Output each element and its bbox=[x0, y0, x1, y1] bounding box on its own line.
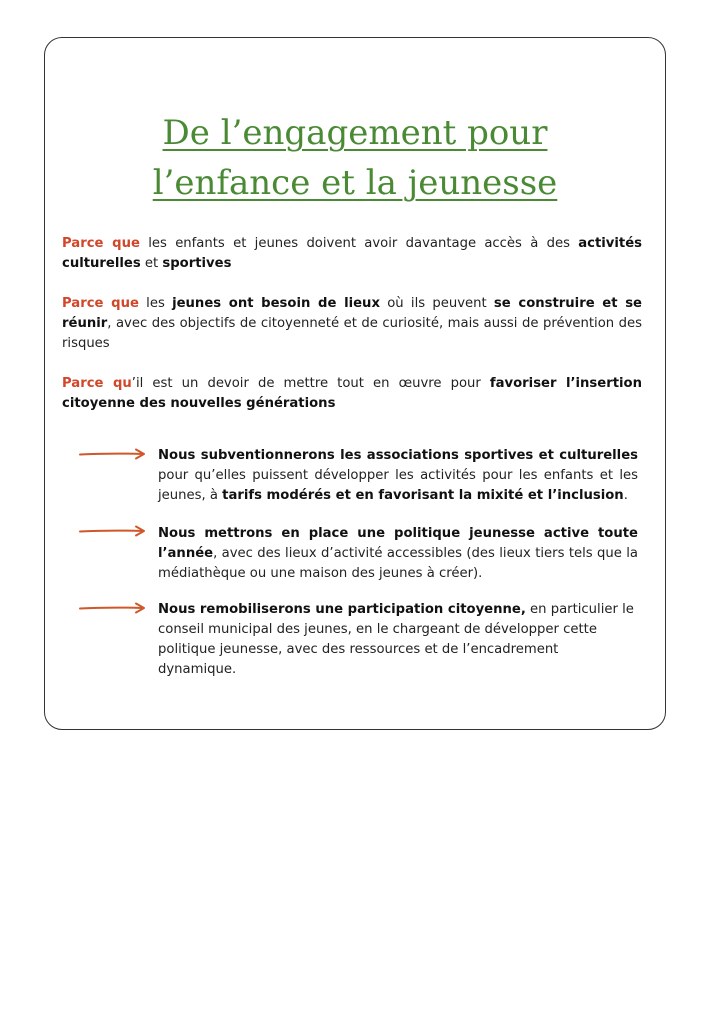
reason-lead: Parce que bbox=[62, 296, 139, 311]
reason-lead: Parce que bbox=[62, 236, 140, 251]
content-card bbox=[44, 37, 666, 730]
title-line-1: De l’engagement pour bbox=[162, 113, 548, 153]
commitment-item-2: Nous mettrons en place une politique jeunesse active toute l’année, avec des lieux d’activité accessibles (des lieux tiers tels que la médiathèque ou une maison des jeunes à créer). bbox=[158, 526, 638, 581]
reason-paragraph-2: Parce que les jeunes ont besoin de lieux où ils peuvent se construire et se réunir, avec des objectifs de citoyenneté et de curiosité, mais aussi de prévention des risques bbox=[62, 296, 643, 351]
arrow-right-icon bbox=[79, 448, 147, 460]
arrow-right-icon bbox=[79, 525, 147, 537]
title-line-2: l’enfance et la jeunesse bbox=[152, 163, 558, 203]
arrow-right-icon bbox=[79, 602, 147, 614]
reason-paragraph-1: Parce que les enfants et jeunes doivent avoir davantage accès à des activités culturelles et sportives bbox=[62, 236, 643, 271]
page-title bbox=[45, 108, 665, 208]
commitment-item-1: Nous subventionnerons les associations sportives et culturelles pour qu’elles puissent développer les activités pour les enfants et les jeunes, à tarifs modérés et en favorisant la mixité et l’inclusion. bbox=[158, 448, 638, 503]
commitment-item-3: Nous remobiliserons une participation citoyenne, en particulier le conseil municipal des jeunes, en le chargeant de développer cette politique jeunesse, avec des ressources et de l’encadrement dynamique. bbox=[158, 602, 634, 677]
reason-lead: Parce qu bbox=[62, 376, 132, 391]
reason-paragraph-3: Parce qu’il est un devoir de mettre tout en œuvre pour favoriser l’insertion citoyenne des nouvelles générations bbox=[62, 376, 642, 411]
